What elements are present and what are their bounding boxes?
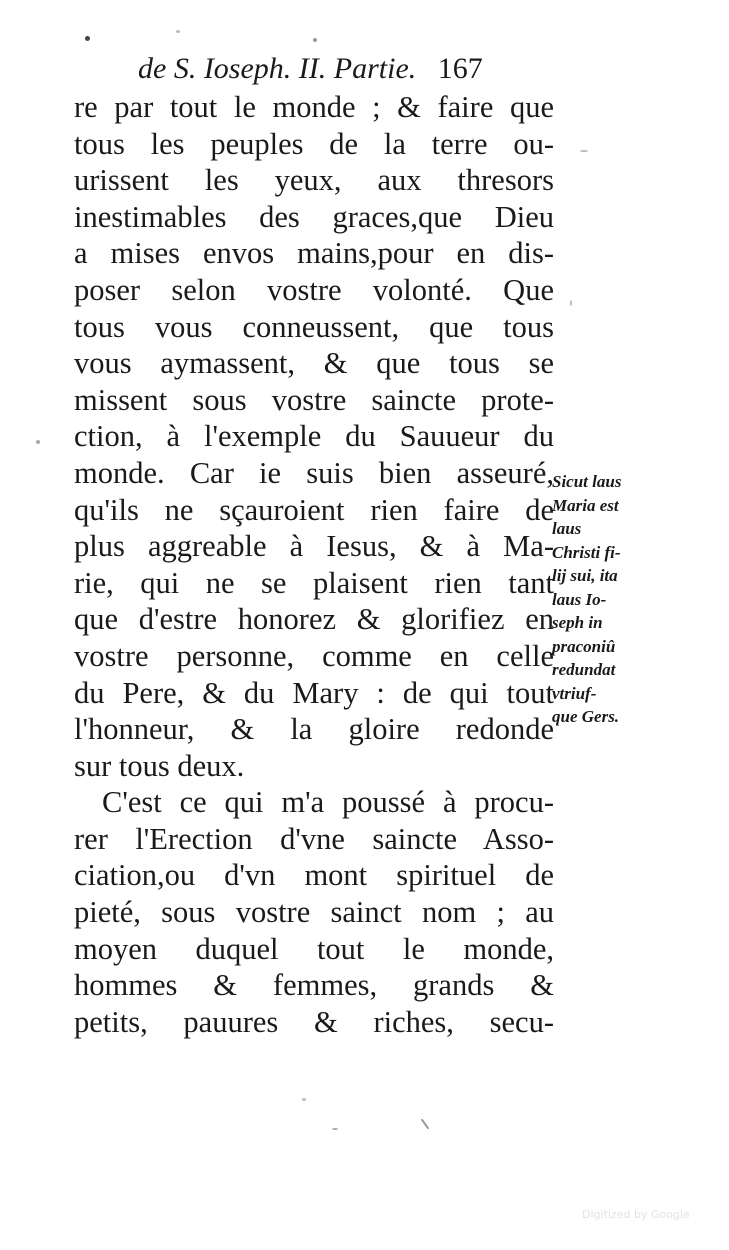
marginal-note-line: laus: [552, 519, 582, 538]
text-line: poser selon vostre volonté. Que: [74, 272, 554, 307]
ink-speck: [302, 1098, 306, 1101]
marginal-note-line: laus Io-: [552, 589, 607, 609]
ink-speck: [332, 1128, 338, 1130]
text-line: rie, qui ne se plaisent rien tant: [74, 565, 554, 600]
text-line: tous les peuples de la terre ou-: [74, 126, 554, 161]
ink-speck: [421, 1119, 430, 1130]
marginal-note-line: Sicut laus: [552, 472, 622, 491]
marginal-note-line: Maria est: [552, 495, 619, 515]
text-line: que d'estre honorez & glorifiez en: [74, 602, 554, 637]
text-line: a mises envos mains,pour en dis-: [74, 236, 554, 271]
marginal-note-line: praconiû: [552, 636, 616, 656]
running-title: de S. Ioseph. II. Partie.: [138, 52, 417, 85]
text-line: vous aymassent, & que tous se: [74, 346, 554, 381]
text-line: petits, pauures & riches, secu-: [74, 1004, 554, 1039]
text-line: ction, à l'exemple du Sauueur du: [74, 419, 554, 454]
marginal-note-line: que Gers.: [552, 707, 620, 726]
ink-speck: [85, 36, 90, 41]
page-number: 167: [437, 52, 483, 85]
text-line: ciation,ou d'vn mont spirituel de: [74, 858, 554, 893]
text-line: moyen duquel tout le monde,: [74, 931, 554, 966]
marginal-note-line: Christi fi-: [552, 542, 621, 562]
body-text: [74, 89, 554, 1040]
ink-speck: [176, 30, 180, 33]
ink-speck: [313, 38, 317, 42]
text-line: rer l'Erection d'vne saincte Asso-: [74, 821, 554, 856]
text-line: hommes & femmes, grands &: [74, 968, 554, 1003]
marginal-note-line: vtriuf-: [552, 683, 597, 703]
ink-speck: [36, 440, 40, 444]
text-line: missent sous vostre saincte prote-: [74, 382, 554, 417]
marginal-note-line: seph in: [552, 613, 603, 632]
marginal-note-line: redundat: [552, 660, 616, 679]
text-line: l'honneur, & la gloire redonde: [74, 712, 554, 747]
text-line: monde. Car ie suis bien asseuré,: [74, 455, 554, 490]
marginal-note: [552, 470, 682, 729]
text-line: pieté, sous vostre sainct nom ; au: [74, 895, 554, 930]
text-line: sur tous deux.: [74, 748, 245, 783]
marginal-note-line: lij sui, ita: [552, 566, 618, 585]
text-line: inestimables des graces,que Dieu: [74, 199, 554, 234]
text-line: plus aggreable à Iesus, & à Ma-: [74, 529, 554, 564]
page-header: [138, 52, 483, 86]
text-line: qu'ils ne sçauroient rien faire de: [74, 492, 554, 527]
ink-speck: [570, 300, 572, 306]
digitization-watermark: Digitized by Google: [582, 1208, 690, 1221]
ink-speck: [580, 150, 588, 152]
text-line: re par tout le monde ; & faire que: [74, 90, 554, 124]
paragraph-first-line: C'est ce qui m'a poussé à procu-: [102, 785, 554, 820]
text-line: urissent les yeux, aux thresors: [74, 163, 554, 198]
text-line: vostre personne, comme en celle: [74, 638, 554, 673]
text-line: tous vous conneussent, que tous: [74, 309, 554, 344]
text-line: du Pere, & du Mary : de qui tout: [74, 675, 554, 710]
